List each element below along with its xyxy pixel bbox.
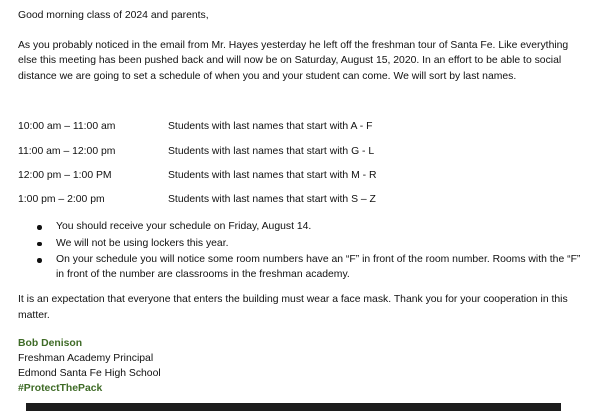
list-item-text: You should receive your schedule on Friday, August 14.: [56, 221, 312, 232]
intro-paragraph: As you probably noticed in the email from Mr. Hayes yesterday he left off the freshman tour of Santa Fe. Like everything else this meeting has been pushed back and will now be on Saturday, August 15, 2020. In an effort to be able to social distance we are going to set a schedule of when you and your student can come. We will sort by last names.: [18, 40, 569, 82]
schedule-row: [18, 119, 584, 135]
schedule-time: 11:00 am – 12:00 pm: [18, 146, 116, 157]
signature-school: Edmond Santa Fe High School: [18, 368, 161, 379]
schedule-row: [18, 192, 584, 208]
schedule-time: 12:00 pm – 1:00 PM: [18, 170, 112, 181]
schedule-group: Students with last names that start with S – Z: [168, 194, 376, 205]
schedule-row: [18, 168, 584, 184]
list-item-text: On your schedule you will notice some room numbers have an “F” in front of the room number. Rooms with the “F” in front of the number are classrooms in the freshman academy.: [56, 254, 581, 280]
signature-name: Bob Denison: [18, 338, 83, 349]
info-bullet-list: [18, 220, 584, 284]
schedule-time: 1:00 pm – 2:00 pm: [18, 194, 105, 205]
list-item: [18, 237, 584, 252]
list-item-text: We will not be using lockers this year.: [56, 237, 229, 249]
schedule-row: [18, 144, 584, 160]
schedule-group: Students with last names that start with G - L: [168, 146, 375, 157]
signature-hashtag: #ProtectThePack: [18, 383, 103, 394]
bullet-icon: [37, 225, 42, 230]
bullet-icon: [37, 258, 42, 263]
schedule-group: Students with last names that start with M - R: [168, 170, 377, 181]
list-item: [18, 253, 584, 282]
closing-paragraph: It is an expectation that everyone that enters the building must wear a face mask. Thank you for your cooperation in this matter.: [18, 294, 568, 321]
schedule-time: 10:00 am – 11:00 am: [18, 121, 116, 132]
footer-bar: [26, 403, 561, 411]
greeting-line: Good morning class of 2024 and parents,: [18, 10, 209, 21]
schedule-group: Students with last names that start with A - F: [168, 121, 373, 132]
signature-title: Freshman Academy Principal: [18, 353, 154, 364]
bullet-icon: [37, 242, 42, 247]
list-item: [18, 220, 584, 235]
